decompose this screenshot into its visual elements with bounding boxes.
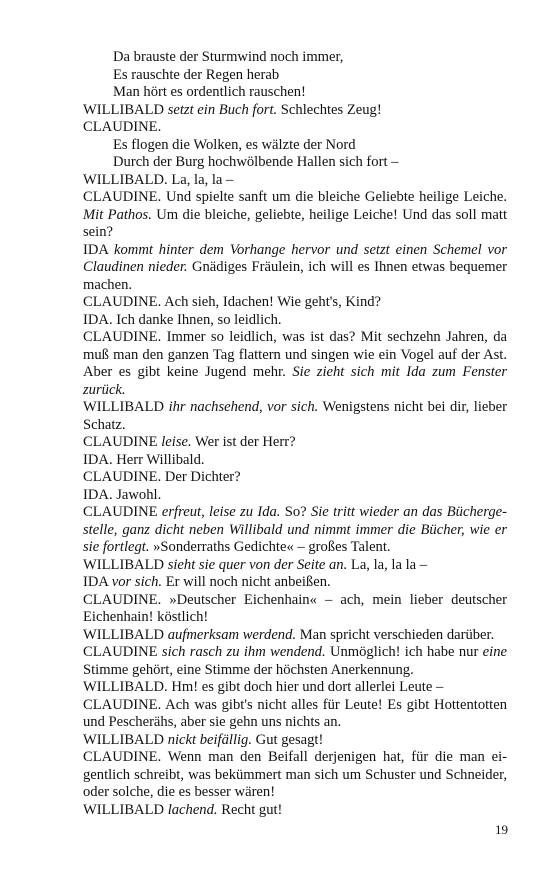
text-segment: Er will noch nicht anbeißen. — [162, 574, 331, 590]
stage-direction: erfreut, leise zu Ida. — [161, 504, 281, 520]
text-segment: Man hört es ordentlich rauschen! — [113, 84, 306, 100]
text-segment: La, la, la la – — [347, 556, 428, 573]
text-segment: Um die bleiche, geliebte, heilige Leiche! Und das soll matt sein? — [83, 206, 507, 240]
text-segment: WILLIBALD. Hm! es gibt doch hier und dort allerlei Leute – — [83, 679, 444, 695]
text-segment: WILLIBALD — [83, 801, 168, 818]
text-segment: Wenigstens nicht bei dir, lieber Schatz. — [83, 399, 507, 433]
dialogue-paragraph — [83, 504, 507, 557]
text-segment: WILLIBALD — [83, 101, 168, 118]
verse-line — [83, 67, 507, 85]
dialogue-paragraph — [83, 434, 507, 452]
dialogue-paragraph — [83, 644, 507, 679]
text-segment: CLAUDINE — [83, 504, 162, 520]
dialogue-paragraph — [83, 399, 507, 434]
text-segment: CLAUDINE. — [83, 119, 162, 135]
stage-direction: eine — [482, 644, 507, 660]
text-segment: Es flogen die Wolken, es wälzte der Nord — [113, 136, 356, 153]
stage-direction: aufmerksam werdend. — [167, 626, 297, 643]
text-segment: WILLIBALD — [83, 399, 169, 415]
text-segment: Gnädiges Fräulein, ich will es Ihnen etwas bequemer machen. — [83, 259, 507, 293]
dialogue-paragraph — [83, 679, 507, 697]
text-segment: »Sonderraths Gedichte« – großes Talent. — [149, 539, 391, 555]
dialogue-paragraph — [83, 452, 507, 470]
dialogue-paragraph — [83, 574, 507, 592]
text-segment: Gut gesagt! — [252, 731, 324, 748]
dialogue-paragraph — [83, 592, 507, 627]
dialogue-paragraph — [83, 242, 507, 295]
verse-line — [83, 49, 507, 67]
text-segment: Wer ist der Herr? — [191, 434, 296, 450]
dialogue-paragraph — [83, 172, 507, 190]
text-segment: IDA — [83, 574, 112, 590]
text-segment: So? — [280, 504, 311, 520]
dialogue-paragraph — [83, 627, 507, 645]
text-segment: Durch der Burg hochwölbende Hallen sich fort – — [113, 154, 399, 170]
page-number: 19 — [495, 822, 508, 837]
text-segment: IDA. Herr Willibald. — [83, 451, 205, 468]
dialogue-paragraph — [83, 329, 507, 399]
dialogue-paragraph — [83, 189, 507, 242]
stage-direction: vor sich. — [111, 574, 163, 590]
stage-direction: kommt hinter dem Vorhange hervor und setzt einen Schemel vor Claudinen nieder. — [83, 241, 508, 275]
text-segment: CLAUDINE. Der Dichter? — [83, 469, 241, 485]
text-segment: Schlechtes Zeug! — [277, 101, 382, 118]
dialogue-paragraph — [83, 749, 507, 802]
text-segment: IDA. Jawohl. — [83, 486, 162, 503]
dialogue-paragraph — [83, 294, 507, 312]
text-segment: Man spricht verschieden darüber. — [296, 626, 495, 643]
text-segment: Da brauste der Sturmwind noch immer, — [113, 49, 344, 65]
book-page-text — [83, 49, 507, 819]
text-segment: WILLIBALD — [83, 626, 168, 643]
stage-direction: lachend. — [167, 801, 218, 818]
text-segment: Stimme gehört, eine Stimme der höchsten Anerkennung. — [83, 661, 414, 678]
text-segment: WILLIBALD — [83, 556, 168, 573]
stage-direction: sich rasch zu ihm wendend. — [161, 644, 326, 660]
dialogue-paragraph — [83, 487, 507, 505]
text-segment: WILLIBALD — [83, 731, 168, 748]
stage-direction: Sie tritt wieder an das Büchergestelle, ganz dicht neben Willibald und nimmt immer die Bücher, wie er sie fortlegt. — [83, 504, 508, 555]
stage-direction: Mit Pathos. — [83, 206, 152, 223]
dialogue-paragraph — [83, 557, 507, 575]
dialogue-paragraph — [83, 119, 507, 137]
text-segment: CLAUDINE. Ach sieh, Idachen! Wie geht's, Kind? — [83, 294, 382, 310]
dialogue-paragraph — [83, 802, 507, 820]
text-segment: CLAUDINE. Ach was gibt's nicht alles für Leute! Es gibt Hottentotten und Pescherähs, aber sie gehn uns nichts an. — [83, 696, 507, 730]
dialogue-paragraph — [83, 732, 507, 750]
text-segment: CLAUDINE. Wenn man den Beifall derjenigen hat, für die man eigentlich schreibt, was bekümmert man sich um Schuster und Schneider, oder solche, die es besser wären! — [83, 749, 507, 800]
stage-direction: ihr nachsehend, vor sich. — [168, 399, 319, 415]
verse-line — [83, 84, 507, 102]
stage-direction: sieht sie quer von der Seite an. — [167, 556, 348, 573]
text-segment: CLAUDINE — [83, 644, 162, 660]
text-segment: IDA — [83, 241, 115, 258]
stage-direction: Sie zieht sich mit Ida zum Fenster zurück. — [83, 364, 507, 398]
dialogue-paragraph — [83, 312, 507, 330]
dialogue-paragraph — [83, 102, 507, 120]
text-segment: Unmöglich! ich habe nur — [325, 644, 483, 660]
verse-line — [83, 154, 507, 172]
text-segment: Recht gut! — [217, 801, 283, 818]
stage-direction: nickt beifällig. — [167, 731, 253, 748]
stage-direction: leise. — [161, 434, 192, 450]
text-segment: Es rauschte der Regen herab — [113, 66, 280, 83]
dialogue-paragraph — [83, 469, 507, 487]
text-segment: CLAUDINE. »Deutscher Eichenhain« – ach, mein lieber deutscher Eichenhain! köstlich! — [83, 591, 507, 625]
text-segment: CLAUDINE. Immer so leidlich, was ist das? Mit sechzehn Jahren, da muß man den ganzen Tag flattern und singen wie ein Vogel auf der Ast. Aber es gibt keine Jugend mehr. — [83, 329, 507, 380]
text-segment: WILLIBALD. La, la, la – — [83, 171, 234, 188]
text-segment: IDA. Ich danke Ihnen, so leidlich. — [83, 311, 282, 328]
stage-direction: setzt ein Buch fort. — [167, 101, 278, 118]
text-segment: CLAUDINE — [83, 434, 162, 450]
dialogue-paragraph — [83, 697, 507, 732]
verse-line — [83, 137, 507, 155]
text-segment: CLAUDINE. Und spielte sanft um die bleiche Geliebte heilige Leiche. — [83, 189, 507, 205]
